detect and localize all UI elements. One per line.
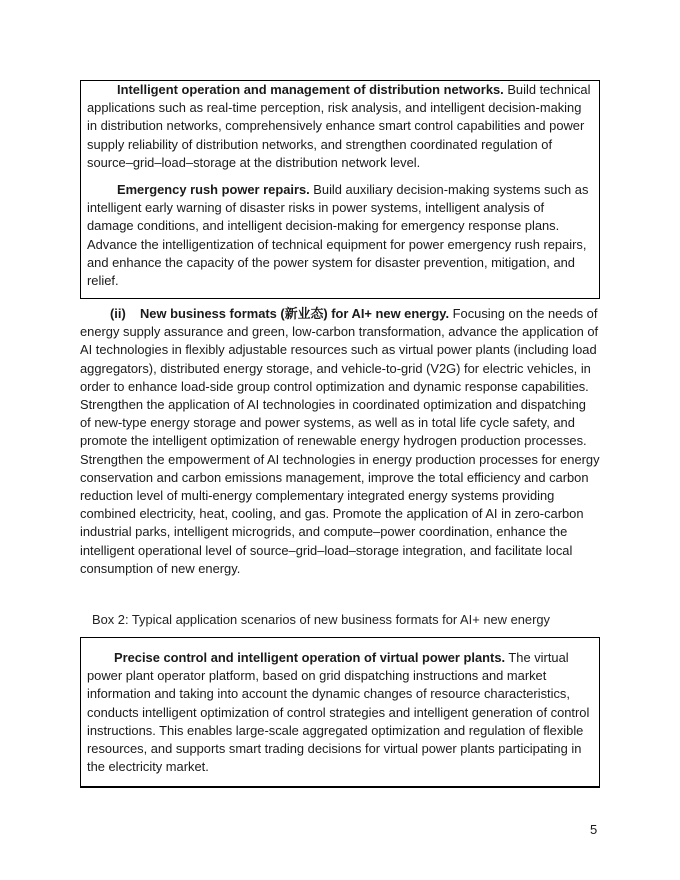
- box-2-caption: Box 2: Typical application scenarios of new business formats for AI+ new energy: [92, 612, 550, 627]
- box1-para2-heading: Emergency rush power repairs.: [117, 182, 310, 198]
- box1-para2-body: Build auxiliary decision-making systems such as intelligent early warning of disaster risks in power systems, intelligent analysis of damage conditions, and intelligent decision-making for emergency response plans. Advance the intelligentization of technical equipment for power emergency rush repairs, and enhance the capacity of the power system for disaster prevention, mitigation, and relief.: [87, 182, 589, 289]
- section-ii-paragraph: [80, 305, 600, 578]
- box1-para1-heading: Intelligent operation and management of distribution networks.: [117, 82, 504, 97]
- box1-para1-body: Build technical applications such as real-time perception, risk analysis, and intelligent decision-making in distribution networks, comprehensively enhance smart control capabilities and power supply reliability of distribution networks, and strengthen coordinated regulation of source–grid–load–storage at the distribution network level.: [87, 82, 591, 170]
- box1-paragraph-emergency-repairs: [87, 181, 591, 290]
- box-2: [80, 637, 600, 788]
- section-body: Focusing on the needs of energy supply assurance and green, low-carbon transformation, advance the application of AI technologies in flexibly adjustable resources such as virtual power plants (including load aggregators), distributed energy storage, and vehicle-to-grid (V2G) for electric vehicles, in order to enhance load-side group control optimization and dynamic response capabilities. Strengthen the application of AI technologies in coordinated optimization and dispatching of new-type energy storage and power systems, as well as in total life cycle safety, and promote the intelligent optimization of renewable energy hydrogen production processes. Strengthen the empowerment of AI technologies in energy production processes for energy conservation and carbon emissions management, improve the total efficiency and carbon reduction level of multi-energy complementary integrated energy systems providing combined electricity, heat, cooling, and gas. Promote the application of AI in zero-carbon industrial parks, intelligent microgrids, and compute–power coordination, enhance the intelligent operational level of source–grid–load–storage integration, and facilitate local consumption of new energy.: [80, 306, 600, 576]
- page-number: 5: [590, 822, 598, 837]
- section-heading: New business formats (新业态) for AI+ new energy.: [140, 306, 450, 321]
- section-number: (ii): [110, 306, 126, 321]
- box2-paragraph-virtual-power-plants: [87, 649, 591, 776]
- box-1: [80, 80, 600, 299]
- box2-para1-heading: Precise control and intelligent operation of virtual power plants.: [114, 650, 506, 665]
- box2-para1-body: The virtual power plant operator platform, based on grid dispatching instructions and market information and taking into account the dynamic changes of resource characteristics, conducts intelligent optimization of control strategies and intelligent generation of control instructions. This enables large-scale aggregated optimization and regulation of flexible resources, and supports smart trading decisions for virtual power plants participating in the electricity market.: [87, 650, 590, 775]
- box1-paragraph-distribution-networks: [87, 81, 591, 172]
